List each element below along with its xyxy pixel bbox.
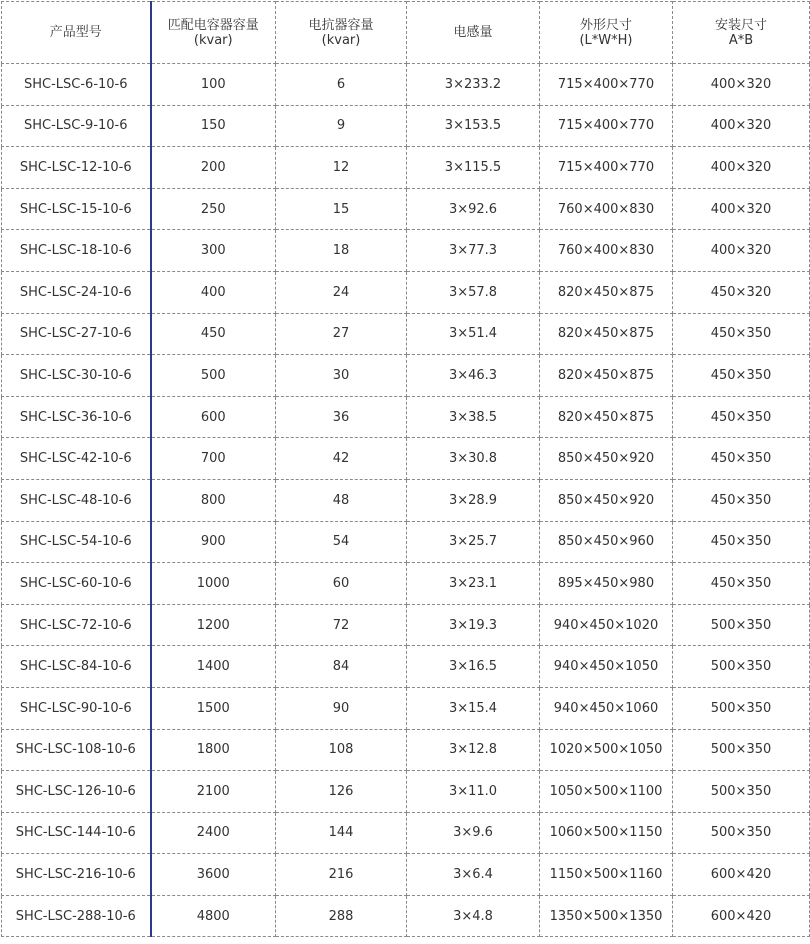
cell-reactor-capacity: 60 <box>276 563 407 605</box>
cell-outer-dimensions: 760×400×830 <box>540 188 673 230</box>
cell-capacitor-capacity: 700 <box>151 438 276 480</box>
cell-mounting-dimensions: 500×350 <box>673 771 810 813</box>
cell-mounting-dimensions: 450×350 <box>673 521 810 563</box>
cell-outer-dimensions: 1060×500×1150 <box>540 812 673 854</box>
cell-inductance: 3×25.7 <box>407 521 540 563</box>
cell-mounting-dimensions: 600×420 <box>673 854 810 896</box>
cell-mounting-dimensions: 500×350 <box>673 812 810 854</box>
table-row <box>2 771 810 813</box>
cell-model: SHC-LSC-144-10-6 <box>2 812 151 854</box>
cell-model: SHC-LSC-9-10-6 <box>2 105 151 147</box>
cell-capacitor-capacity: 3600 <box>151 854 276 896</box>
cell-inductance: 3×115.5 <box>407 147 540 189</box>
cell-inductance: 3×16.5 <box>407 646 540 688</box>
cell-outer-dimensions: 1020×500×1050 <box>540 729 673 771</box>
cell-reactor-capacity: 108 <box>276 729 407 771</box>
cell-capacitor-capacity: 250 <box>151 188 276 230</box>
cell-capacitor-capacity: 1200 <box>151 604 276 646</box>
header-label: 匹配电容器容量 <box>167 17 259 33</box>
cell-mounting-dimensions: 450×350 <box>673 355 810 397</box>
cell-capacitor-capacity: 300 <box>151 230 276 272</box>
cell-outer-dimensions: 715×400×770 <box>540 105 673 147</box>
header-mounting-dimensions <box>673 2 810 64</box>
table-row <box>2 854 810 896</box>
cell-model: SHC-LSC-54-10-6 <box>2 521 151 563</box>
cell-outer-dimensions: 850×450×920 <box>540 438 673 480</box>
header-reactor-capacity <box>276 2 407 64</box>
cell-mounting-dimensions: 450×350 <box>673 563 810 605</box>
cell-outer-dimensions: 820×450×875 <box>540 355 673 397</box>
cell-capacitor-capacity: 2100 <box>151 771 276 813</box>
cell-reactor-capacity: 288 <box>276 895 407 937</box>
cell-mounting-dimensions: 450×350 <box>673 479 810 521</box>
cell-capacitor-capacity: 100 <box>151 64 276 106</box>
cell-reactor-capacity: 18 <box>276 230 407 272</box>
cell-inductance: 3×15.4 <box>407 687 540 729</box>
cell-capacitor-capacity: 600 <box>151 396 276 438</box>
cell-capacitor-capacity: 900 <box>151 521 276 563</box>
cell-inductance: 3×38.5 <box>407 396 540 438</box>
cell-capacitor-capacity: 500 <box>151 355 276 397</box>
cell-inductance: 3×9.6 <box>407 812 540 854</box>
cell-outer-dimensions: 940×450×1020 <box>540 604 673 646</box>
cell-mounting-dimensions: 400×320 <box>673 230 810 272</box>
table-row <box>2 355 810 397</box>
table-row <box>2 687 810 729</box>
cell-mounting-dimensions: 500×350 <box>673 646 810 688</box>
cell-reactor-capacity: 9 <box>276 105 407 147</box>
cell-outer-dimensions: 760×400×830 <box>540 230 673 272</box>
cell-inductance: 3×28.9 <box>407 479 540 521</box>
cell-mounting-dimensions: 500×350 <box>673 604 810 646</box>
cell-inductance: 3×23.1 <box>407 563 540 605</box>
cell-reactor-capacity: 216 <box>276 854 407 896</box>
cell-mounting-dimensions: 400×320 <box>673 105 810 147</box>
header-label: 外形尺寸 <box>579 17 632 33</box>
cell-inductance: 3×153.5 <box>407 105 540 147</box>
cell-outer-dimensions: 850×450×960 <box>540 521 673 563</box>
cell-inductance: 3×233.2 <box>407 64 540 106</box>
table-row <box>2 479 810 521</box>
table-row <box>2 105 810 147</box>
header-row <box>2 2 810 64</box>
header-capacitor-capacity <box>151 2 276 64</box>
table-row <box>2 895 810 937</box>
header-label: 电感量 <box>453 25 493 40</box>
cell-capacitor-capacity: 1500 <box>151 687 276 729</box>
header-inductance <box>407 2 540 64</box>
cell-inductance: 3×46.3 <box>407 355 540 397</box>
cell-capacitor-capacity: 150 <box>151 105 276 147</box>
cell-model: SHC-LSC-36-10-6 <box>2 396 151 438</box>
cell-outer-dimensions: 1150×500×1160 <box>540 854 673 896</box>
cell-mounting-dimensions: 450×350 <box>673 313 810 355</box>
header-model <box>2 2 151 64</box>
cell-reactor-capacity: 144 <box>276 812 407 854</box>
cell-outer-dimensions: 715×400×770 <box>540 147 673 189</box>
cell-model: SHC-LSC-72-10-6 <box>2 604 151 646</box>
cell-mounting-dimensions: 400×320 <box>673 64 810 106</box>
cell-mounting-dimensions: 400×320 <box>673 188 810 230</box>
cell-reactor-capacity: 90 <box>276 687 407 729</box>
cell-outer-dimensions: 1350×500×1350 <box>540 895 673 937</box>
cell-reactor-capacity: 84 <box>276 646 407 688</box>
table-row <box>2 729 810 771</box>
table-row <box>2 188 810 230</box>
table-row <box>2 604 810 646</box>
table-row <box>2 313 810 355</box>
cell-model: SHC-LSC-15-10-6 <box>2 188 151 230</box>
cell-reactor-capacity: 6 <box>276 64 407 106</box>
cell-inductance: 3×30.8 <box>407 438 540 480</box>
cell-model: SHC-LSC-126-10-6 <box>2 771 151 813</box>
cell-reactor-capacity: 42 <box>276 438 407 480</box>
cell-model: SHC-LSC-27-10-6 <box>2 313 151 355</box>
cell-mounting-dimensions: 500×350 <box>673 687 810 729</box>
cell-outer-dimensions: 1050×500×1100 <box>540 771 673 813</box>
cell-model: SHC-LSC-24-10-6 <box>2 271 151 313</box>
table-row <box>2 147 810 189</box>
table-row <box>2 646 810 688</box>
cell-reactor-capacity: 126 <box>276 771 407 813</box>
cell-model: SHC-LSC-288-10-6 <box>2 895 151 937</box>
cell-inductance: 3×6.4 <box>407 854 540 896</box>
table-row <box>2 230 810 272</box>
table-row <box>2 521 810 563</box>
cell-capacitor-capacity: 450 <box>151 313 276 355</box>
cell-reactor-capacity: 12 <box>276 147 407 189</box>
cell-capacitor-capacity: 2400 <box>151 812 276 854</box>
cell-inductance: 3×19.3 <box>407 604 540 646</box>
table-row <box>2 563 810 605</box>
cell-capacitor-capacity: 800 <box>151 479 276 521</box>
cell-model: SHC-LSC-6-10-6 <box>2 64 151 106</box>
spec-table <box>1 1 810 937</box>
cell-reactor-capacity: 15 <box>276 188 407 230</box>
cell-reactor-capacity: 72 <box>276 604 407 646</box>
cell-capacitor-capacity: 1800 <box>151 729 276 771</box>
cell-model: SHC-LSC-60-10-6 <box>2 563 151 605</box>
cell-inductance: 3×12.8 <box>407 729 540 771</box>
table-body <box>2 64 810 937</box>
cell-inductance: 3×51.4 <box>407 313 540 355</box>
cell-model: SHC-LSC-108-10-6 <box>2 729 151 771</box>
cell-outer-dimensions: 820×450×875 <box>540 396 673 438</box>
cell-outer-dimensions: 850×450×920 <box>540 479 673 521</box>
header-unit: (L*W*H) <box>579 32 633 48</box>
table-row <box>2 64 810 106</box>
cell-model: SHC-LSC-216-10-6 <box>2 854 151 896</box>
cell-mounting-dimensions: 600×420 <box>673 895 810 937</box>
cell-reactor-capacity: 54 <box>276 521 407 563</box>
cell-inductance: 3×57.8 <box>407 271 540 313</box>
cell-inductance: 3×4.8 <box>407 895 540 937</box>
cell-model: SHC-LSC-48-10-6 <box>2 479 151 521</box>
header-unit: (kvar) <box>193 32 233 48</box>
cell-model: SHC-LSC-90-10-6 <box>2 687 151 729</box>
cell-model: SHC-LSC-30-10-6 <box>2 355 151 397</box>
cell-model: SHC-LSC-18-10-6 <box>2 230 151 272</box>
cell-reactor-capacity: 27 <box>276 313 407 355</box>
header-label: 安装尺寸 <box>714 17 767 33</box>
header-outer-dimensions <box>540 2 673 64</box>
cell-reactor-capacity: 24 <box>276 271 407 313</box>
cell-inductance: 3×77.3 <box>407 230 540 272</box>
table-row <box>2 396 810 438</box>
cell-outer-dimensions: 940×450×1060 <box>540 687 673 729</box>
cell-outer-dimensions: 895×450×980 <box>540 563 673 605</box>
table-row <box>2 271 810 313</box>
cell-reactor-capacity: 48 <box>276 479 407 521</box>
cell-capacitor-capacity: 400 <box>151 271 276 313</box>
cell-inductance: 3×11.0 <box>407 771 540 813</box>
cell-capacitor-capacity: 1000 <box>151 563 276 605</box>
cell-mounting-dimensions: 450×350 <box>673 438 810 480</box>
cell-outer-dimensions: 820×450×875 <box>540 313 673 355</box>
table-row <box>2 812 810 854</box>
cell-inductance: 3×92.6 <box>407 188 540 230</box>
header-unit: A*B <box>728 32 754 48</box>
cell-model: SHC-LSC-42-10-6 <box>2 438 151 480</box>
cell-reactor-capacity: 36 <box>276 396 407 438</box>
cell-model: SHC-LSC-12-10-6 <box>2 147 151 189</box>
cell-reactor-capacity: 30 <box>276 355 407 397</box>
table-row <box>2 438 810 480</box>
cell-outer-dimensions: 715×400×770 <box>540 64 673 106</box>
header-label: 电抗器容量 <box>308 17 374 33</box>
cell-capacitor-capacity: 200 <box>151 147 276 189</box>
cell-model: SHC-LSC-84-10-6 <box>2 646 151 688</box>
header-label: 产品型号 <box>49 25 102 40</box>
cell-mounting-dimensions: 400×320 <box>673 147 810 189</box>
cell-outer-dimensions: 820×450×875 <box>540 271 673 313</box>
header-unit: (kvar) <box>321 32 361 48</box>
cell-capacitor-capacity: 4800 <box>151 895 276 937</box>
cell-capacitor-capacity: 1400 <box>151 646 276 688</box>
cell-outer-dimensions: 940×450×1050 <box>540 646 673 688</box>
cell-mounting-dimensions: 500×350 <box>673 729 810 771</box>
cell-mounting-dimensions: 450×320 <box>673 271 810 313</box>
cell-mounting-dimensions: 450×350 <box>673 396 810 438</box>
